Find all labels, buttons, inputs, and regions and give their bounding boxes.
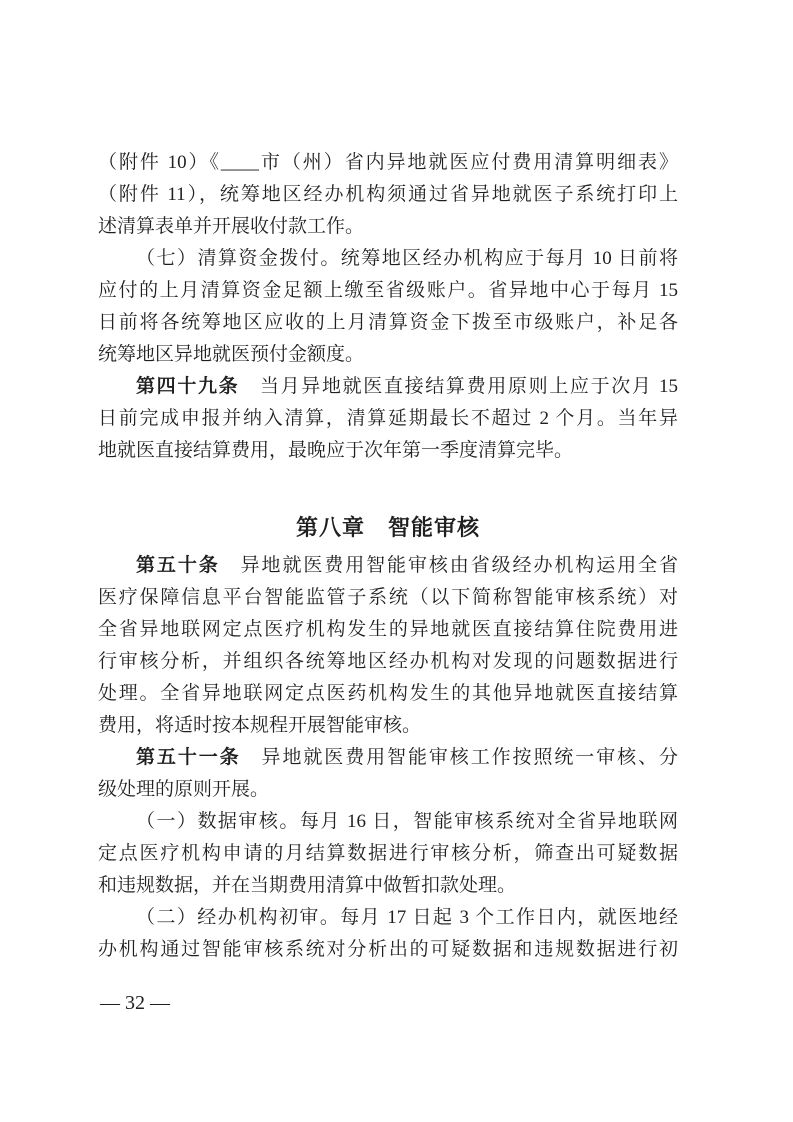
text-segment: 述清算表单并开展收付款工作。 bbox=[98, 216, 365, 237]
text-line bbox=[98, 646, 678, 678]
text-segment: 级处理的原则开展。 bbox=[98, 779, 270, 800]
text-line bbox=[98, 147, 678, 179]
page-footer bbox=[100, 992, 170, 1015]
text-line bbox=[98, 870, 678, 902]
text-line bbox=[98, 902, 678, 934]
text-line bbox=[98, 742, 678, 774]
document-content bbox=[98, 147, 678, 966]
text-line bbox=[98, 211, 678, 243]
paragraph bbox=[98, 742, 678, 806]
text-line bbox=[98, 435, 678, 467]
text-line bbox=[98, 582, 678, 614]
text-segment: 日前将各统筹地区应收的上月清算资金下拨至市级账户，补足各 bbox=[98, 312, 678, 333]
text-line bbox=[98, 550, 678, 582]
paragraph bbox=[98, 806, 678, 902]
text-segment: 应付的上月清算资金足额上缴至省级账户。省异地中心于每月 15 bbox=[98, 280, 678, 301]
page-number: — 32 — bbox=[100, 992, 170, 1014]
text-segment: 全省异地联网定点医疗机构发生的异地就医直接结算住院费用进 bbox=[98, 619, 678, 640]
text-segment: 和违规数据，并在当期费用清算中做暂扣款处理。 bbox=[98, 875, 517, 896]
text-segment: 异地就医费用智能审核工作按照统一审核、分 bbox=[240, 747, 678, 768]
text-segment: （七）清算资金拨付。统筹地区经办机构应于每月 10 日前将 bbox=[136, 248, 678, 269]
paragraph bbox=[98, 550, 678, 742]
text-line bbox=[98, 934, 678, 966]
text-line bbox=[98, 307, 678, 339]
text-line bbox=[98, 774, 678, 806]
text-line bbox=[98, 243, 678, 275]
paragraph bbox=[98, 147, 678, 243]
article-number: 第四十九条 bbox=[136, 376, 240, 397]
article-number: 第五十一条 bbox=[136, 747, 241, 768]
text-line bbox=[98, 678, 678, 710]
paragraph bbox=[98, 902, 678, 966]
text-line bbox=[98, 710, 678, 742]
text-segment: 定点医疗机构申请的月结算数据进行审核分析，筛查出可疑数据 bbox=[98, 843, 678, 864]
text-line bbox=[98, 403, 678, 435]
text-line bbox=[98, 371, 678, 403]
text-segment: （附件 11），统筹地区经办机构须通过省异地就医子系统打印上 bbox=[98, 184, 678, 205]
text-line bbox=[98, 179, 678, 211]
text-segment: 费用，将适时按本规程开展智能审核。 bbox=[98, 715, 422, 736]
text-segment: 当月异地就医直接结算费用原则上应于次月 15 bbox=[239, 376, 678, 397]
text-segment: （二）经办机构初审。每月 17 日起 3 个工作日内，就医地经 bbox=[136, 907, 678, 928]
text-segment: （附件 10）《____市（州）省内异地就医应付费用清算明细表》 bbox=[98, 152, 678, 173]
text-segment: 办机构通过智能审核系统对分析出的可疑数据和违规数据进行初 bbox=[98, 939, 678, 960]
text-line bbox=[98, 614, 678, 646]
text-line bbox=[98, 806, 678, 838]
chapter-heading: 第八章 智能审核 bbox=[295, 515, 480, 540]
text-line bbox=[98, 275, 678, 307]
text-segment: 行审核分析，并组织各统筹地区经办机构对发现的问题数据进行 bbox=[98, 651, 678, 672]
paragraph bbox=[98, 371, 678, 467]
text-segment: 异地就医费用智能审核由省级经办机构运用全省 bbox=[219, 555, 678, 576]
text-segment: 地就医直接结算费用，最晚应于次年第一季度清算完毕。 bbox=[98, 440, 574, 461]
text-line bbox=[98, 339, 678, 371]
text-line bbox=[98, 838, 678, 870]
paragraph bbox=[98, 243, 678, 371]
text-segment: 统筹地区异地就医预付金额度。 bbox=[98, 344, 365, 365]
article-number: 第五十条 bbox=[136, 555, 220, 576]
text-segment: 处理。全省异地联网定点医药机构发生的其他异地就医直接结算 bbox=[98, 683, 678, 704]
text-segment: （一）数据审核。每月 16 日，智能审核系统对全省异地联网 bbox=[136, 811, 678, 832]
text-segment: 日前完成申报并纳入清算，清算延期最长不超过 2 个月。当年异 bbox=[98, 408, 678, 429]
text-segment: 医疗保障信息平台智能监管子系统（以下简称智能审核系统）对 bbox=[98, 587, 678, 608]
